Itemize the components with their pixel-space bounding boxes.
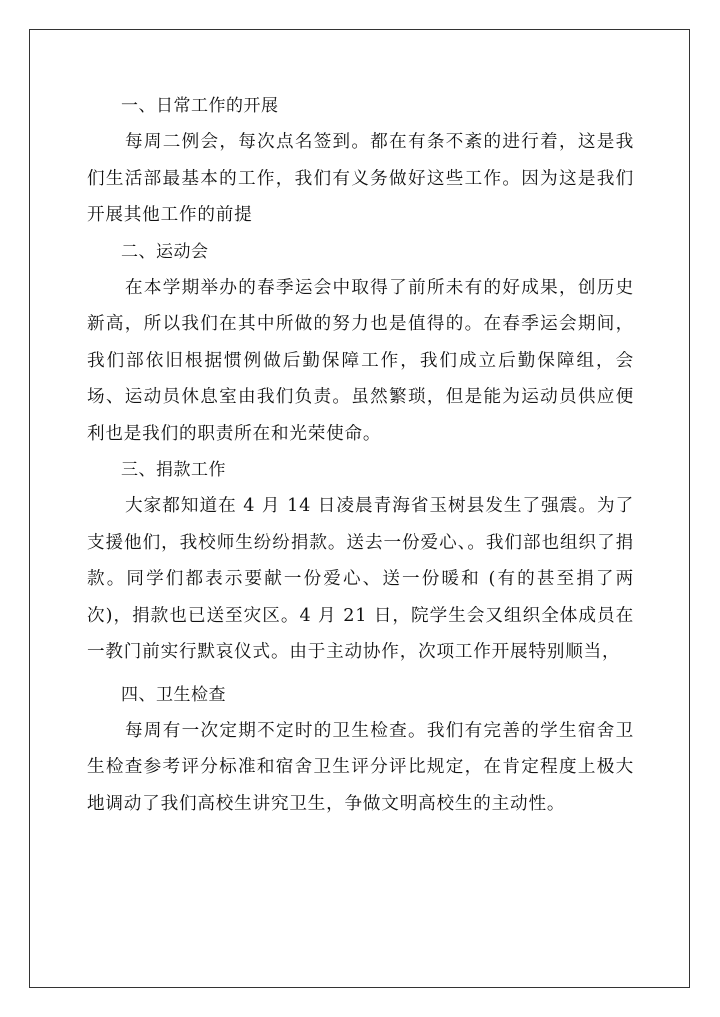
section-paragraph: 每周有一次定期不定时的卫生检查。我们有完善的学生宿舍卫生检查参考评分标准和宿舍卫生评分评比规定，在肯定程度上极大地调动了我们高校生讲究卫生，争做文明高校生的主动性。: [87, 720, 634, 814]
section-heading: 二、运动会: [121, 241, 209, 262]
section-heading: 一、日常工作的开展: [121, 96, 279, 116]
document-body: [87, 88, 634, 822]
section-daily-work: [87, 88, 634, 234]
section-heading: 三、捐款工作: [121, 460, 226, 480]
section-paragraph: 在本学期举办的春季运会中取得了前所未有的好成果，创历史新高，所以我们在其中所做的努力也是值得的。在春季运会期间，我们部依旧根据惯例做后勤保障工作，我们成立后勤保障组，会场、运动员休息室由我们负责。虽然繁琐，但是能为运动员供应便利也是我们的职责所在和光荣使命。: [87, 277, 634, 444]
section-hygiene-check: [87, 677, 634, 823]
section-heading: 四、卫生检查: [121, 684, 226, 705]
section-paragraph: 大家都知道在 4 月 14 日凌晨青海省玉树县发生了强震。为了支援他们，我校师生纷纷捐款。送去一份爱心、。我们部也组织了捐款。同学们都表示要献一份爱心、送一份暖和 (有的甚至捐了两次)，捐款也已送至灾区。4 月 21 日，院学生会又组织全体成员在一教门前实行默哀仪式。由于主动协作，次项工作开展特别顺当，: [87, 496, 634, 662]
section-paragraph: 每周二例会，每次点名签到。都在有条不紊的进行着，这是我们生活部最基本的工作，我们有义务做好这些工作。因为这是我们开展其他工作的前提: [87, 132, 634, 225]
section-sports-meet: [87, 234, 634, 453]
section-donation: [87, 452, 634, 671]
